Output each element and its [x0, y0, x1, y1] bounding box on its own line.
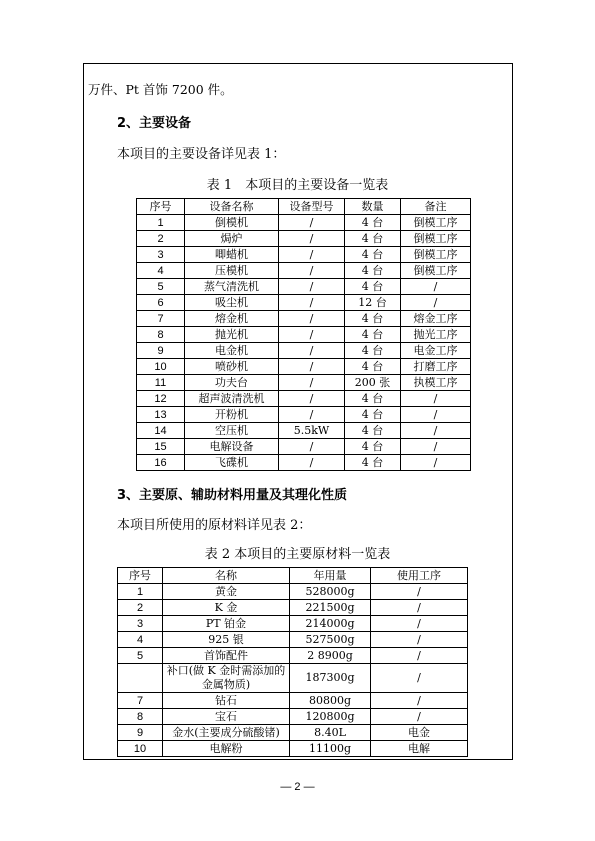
table-cell: / — [279, 279, 345, 295]
table-row — [118, 616, 468, 632]
table-header-row — [137, 199, 471, 215]
table-cell: 7 — [137, 311, 185, 327]
col-header-name: 设备名称 — [185, 199, 279, 215]
table-cell: / — [279, 343, 345, 359]
table-cell: / — [279, 455, 345, 471]
table-cell: / — [371, 664, 468, 693]
table-cell: 倒模工序 — [401, 215, 471, 231]
section-heading-materials: 3、主要原、辅助材料用量及其理化性质 — [117, 488, 348, 503]
table-cell: 抛光工序 — [401, 327, 471, 343]
table-cell: 4 台 — [345, 407, 401, 423]
table-cell: 11 — [137, 375, 185, 391]
table-row — [137, 311, 471, 327]
table2-caption: 表 2 本项目的主要原材料一览表 — [204, 547, 391, 562]
table-cell: / — [279, 439, 345, 455]
table-row — [137, 295, 471, 311]
table-cell: 13 — [137, 407, 185, 423]
table-cell: K 金 — [163, 600, 290, 616]
col-header-quantity: 数量 — [345, 199, 401, 215]
table-row — [137, 215, 471, 231]
table-cell: 开粉机 — [185, 407, 279, 423]
table-cell: / — [401, 439, 471, 455]
col-header-annual-usage: 年用量 — [290, 568, 371, 584]
table-cell: / — [279, 407, 345, 423]
table-cell: 倒模工序 — [401, 263, 471, 279]
table-row — [137, 279, 471, 295]
col-header-remark: 备注 — [401, 199, 471, 215]
table-cell: / — [279, 391, 345, 407]
equipment-intro: 本项目的主要设备详见表 1： — [117, 147, 286, 162]
table-cell: 倒模工序 — [401, 247, 471, 263]
table-cell: 6 — [137, 295, 185, 311]
col-header-name: 名称 — [163, 568, 290, 584]
table-cell: 11100g — [290, 741, 371, 757]
table-cell: / — [371, 632, 468, 648]
table-cell: 4 — [118, 632, 163, 648]
table-cell: 打磨工序 — [401, 359, 471, 375]
col-header-process: 使用工序 — [371, 568, 468, 584]
table-row — [118, 693, 468, 709]
table-cell: 飞碟机 — [185, 455, 279, 471]
materials-table — [117, 567, 468, 757]
table-cell: 7 — [118, 693, 163, 709]
table-cell: 金水(主要成分硫酸锗) — [163, 725, 290, 741]
table-cell: 221500g — [290, 600, 371, 616]
equipment-table — [136, 198, 471, 471]
table-row — [137, 439, 471, 455]
table-cell: 首饰配件 — [163, 648, 290, 664]
table-cell: 4 台 — [345, 343, 401, 359]
table-cell: 5 — [118, 648, 163, 664]
table-cell: 执模工序 — [401, 375, 471, 391]
table-cell: 熔金工序 — [401, 311, 471, 327]
table-cell: 3 — [137, 247, 185, 263]
table-cell: 4 — [137, 263, 185, 279]
table-cell: 15 — [137, 439, 185, 455]
table-row — [118, 584, 468, 600]
table-cell: 功夫台 — [185, 375, 279, 391]
table-cell: 120800g — [290, 709, 371, 725]
table-cell: 200 张 — [345, 375, 401, 391]
table-cell: / — [371, 648, 468, 664]
intro-line: 万件、Pt 首饰 7200 件。 — [88, 82, 233, 97]
table-cell: 4 台 — [345, 215, 401, 231]
table-cell: 1 — [137, 215, 185, 231]
table-cell: 4 台 — [345, 231, 401, 247]
table-cell: / — [279, 375, 345, 391]
table-cell: 熔金机 — [185, 311, 279, 327]
table-cell: 4 台 — [345, 391, 401, 407]
table-row — [137, 455, 471, 471]
table-cell: 补口(做 K 金时需添加的金属物质) — [163, 664, 290, 693]
table-row — [137, 391, 471, 407]
table-row — [118, 600, 468, 616]
table-cell: / — [279, 311, 345, 327]
table-cell: / — [371, 709, 468, 725]
table-cell: / — [401, 279, 471, 295]
table-cell: 4 台 — [345, 439, 401, 455]
table-cell: / — [371, 616, 468, 632]
table-cell: 8 — [118, 709, 163, 725]
table-cell: 527500g — [290, 632, 371, 648]
table-cell: 焗炉 — [185, 231, 279, 247]
table-cell: 倒模机 — [185, 215, 279, 231]
table-cell — [118, 664, 163, 693]
table-cell: 电金工序 — [401, 343, 471, 359]
table-cell: / — [401, 455, 471, 471]
table-row — [137, 359, 471, 375]
table-cell: / — [371, 584, 468, 600]
table-cell: 钻石 — [163, 693, 290, 709]
table-row — [118, 725, 468, 741]
table-cell: 电解 — [371, 741, 468, 757]
table-cell: 9 — [137, 343, 185, 359]
table-cell: 4 台 — [345, 247, 401, 263]
table-cell: / — [279, 247, 345, 263]
table-cell: / — [279, 215, 345, 231]
table-cell: 4 台 — [345, 423, 401, 439]
table-cell: 5.5kW — [279, 423, 345, 439]
table-row — [137, 327, 471, 343]
table-row — [118, 648, 468, 664]
table-cell: / — [279, 327, 345, 343]
table-cell: 压模机 — [185, 263, 279, 279]
table-cell: 214000g — [290, 616, 371, 632]
table-cell: 528000g — [290, 584, 371, 600]
page-number: — 2 — — [280, 781, 315, 793]
table-row — [118, 741, 468, 757]
table-cell: 电金 — [371, 725, 468, 741]
table1-caption: 表 1 本项目的主要设备一览表 — [206, 178, 389, 193]
table-cell: 3 — [118, 616, 163, 632]
table-cell: / — [279, 295, 345, 311]
table-cell: 2 — [137, 231, 185, 247]
table-cell: 4 台 — [345, 359, 401, 375]
table-cell: PT 铂金 — [163, 616, 290, 632]
table-cell: 空压机 — [185, 423, 279, 439]
table-row — [118, 632, 468, 648]
table-cell: 10 — [118, 741, 163, 757]
table-cell: 电金机 — [185, 343, 279, 359]
col-header-index: 序号 — [137, 199, 185, 215]
table-cell: / — [371, 693, 468, 709]
table-cell: 187300g — [290, 664, 371, 693]
table-cell: 16 — [137, 455, 185, 471]
table-cell: 黄金 — [163, 584, 290, 600]
materials-intro: 本项目所使用的原材料详见表 2： — [117, 518, 312, 533]
table-cell: 4 台 — [345, 279, 401, 295]
table-cell: 唧蜡机 — [185, 247, 279, 263]
table-cell: / — [401, 295, 471, 311]
table-cell: 925 银 — [163, 632, 290, 648]
table-row — [137, 375, 471, 391]
table-cell: 2 8900g — [290, 648, 371, 664]
table-row — [137, 407, 471, 423]
section-heading-equipment: 2、主要设备 — [117, 116, 192, 131]
table-cell: 4 台 — [345, 455, 401, 471]
table-cell: / — [279, 359, 345, 375]
table-header-row — [118, 568, 468, 584]
table-cell: 吸尘机 — [185, 295, 279, 311]
table-row — [137, 231, 471, 247]
table-cell: 喷砂机 — [185, 359, 279, 375]
table-row — [137, 423, 471, 439]
table-cell: / — [401, 407, 471, 423]
table-row — [137, 263, 471, 279]
table-cell: 宝石 — [163, 709, 290, 725]
table-cell: / — [371, 600, 468, 616]
table-cell: 电解粉 — [163, 741, 290, 757]
col-header-index: 序号 — [118, 568, 163, 584]
table-cell: 抛光机 — [185, 327, 279, 343]
table-cell: 12 — [137, 391, 185, 407]
table-cell: 8 — [137, 327, 185, 343]
table-cell: 12 台 — [345, 295, 401, 311]
table-cell: 倒模工序 — [401, 231, 471, 247]
table-cell: / — [279, 231, 345, 247]
table-cell: 2 — [118, 600, 163, 616]
table-cell: 4 台 — [345, 327, 401, 343]
table-cell: 14 — [137, 423, 185, 439]
table-cell: 4 台 — [345, 263, 401, 279]
table-cell: / — [401, 423, 471, 439]
table-cell: 8.40L — [290, 725, 371, 741]
table-row — [118, 709, 468, 725]
table-row — [118, 664, 468, 693]
table-cell: 蒸气清洗机 — [185, 279, 279, 295]
table-cell: 4 台 — [345, 311, 401, 327]
table-row — [137, 343, 471, 359]
table-cell: / — [279, 263, 345, 279]
table-cell: 10 — [137, 359, 185, 375]
table-cell: 9 — [118, 725, 163, 741]
table-cell: 电解设备 — [185, 439, 279, 455]
table-cell: / — [401, 391, 471, 407]
table-cell: 80800g — [290, 693, 371, 709]
table-row — [137, 247, 471, 263]
table-cell: 5 — [137, 279, 185, 295]
table-cell: 超声波清洗机 — [185, 391, 279, 407]
col-header-model: 设备型号 — [279, 199, 345, 215]
table-cell: 1 — [118, 584, 163, 600]
